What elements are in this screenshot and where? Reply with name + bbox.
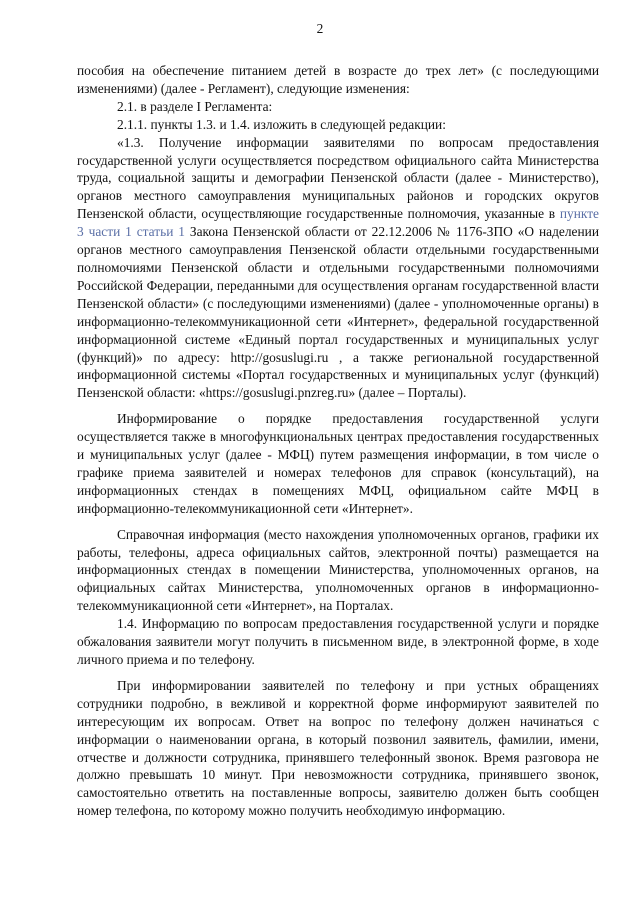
- document-body: [77, 62, 599, 820]
- paragraph-phone-info: При информировании заявителей по телефону и при устных обращениях сотрудники подробно, в вежливой и корректной форме информируют заявителей по интересующим их вопросам. Ответ на вопрос по телефону должен начинаться с информации о наименовании органа, в который позвонил заявитель, фамилии, имени, отчестве и должности сотрудника, принявшего телефонный звонок. Время разговора не должно превышать 10 минут. При невозможности сотрудника, принявшего звонок, самостоятельно ответить на поставленные вопросы, заявителю должен быть сообщен номер телефона, по которому можно получить необходимую информацию.: [77, 677, 599, 819]
- paragraph-section-heading: 2.1. в разделе I Регламента:: [117, 98, 273, 114]
- paragraph-1-4: 1.4. Информацию по вопросам предоставления государственной услуги и порядке обжалования заявители могут получить в письменном виде, в электронной форме, в ходе личного приема и по телефону.: [77, 616, 599, 667]
- paragraph-1-3: [77, 134, 599, 403]
- paragraph-continuation: пособия на обеспечение питанием детей в возрасте до трех лет» (с последующими изменениями) (далее - Регламент), следующие изменения:: [77, 63, 599, 96]
- paragraph-reference-info: Справочная информация (место нахождения уполномоченных органов, графики их работы, телефоны, адреса официальных сайтов, электронной почты) размещается на информационных стендах в помещении Министерства, уполномоченных органов, на официальных сайтах Министерства, уполномоченных органов в информационно-телекоммуникационной сети «Интернет», на Порталах.: [77, 526, 599, 614]
- paragraph-1-3-text-start: «1.3. Получение информации заявителями по вопросам предоставления государственной услуги осуществляется посредством официального сайта Министерства труда, социальной защиты и демографии Пензенской области (далее - Министерство), органов местного самоуправления муниципальных районов и городских округов Пензенской области, осуществляющие государственные полномочия, указанные в: [77, 134, 599, 222]
- paragraph-subsection-heading: 2.1.1. пункты 1.3. и 1.4. изложить в следующей редакции:: [117, 116, 446, 132]
- paragraph-mfc-info: Информирование о порядке предоставления государственной услуги осуществляется также в многофункциональных центрах предоставления государственных и муниципальных услуг (далее - МФЦ) путем размещения информации, в том числе о графике приема заявителей и номерах телефонов для справок (консультаций), на информационных стендах в помещениях МФЦ, официальном сайте МФЦ в информационно-телекоммуникационной сети «Интернет».: [77, 411, 599, 516]
- paragraph-1-3-text-end: Закона Пензенской области от 22.12.2006 № 1176-ЗПО «О наделении органов местного самоуправления Пензенской области отдельными государственными полномочиями Пензенской области и отдельными государственными полномочиями Российской Федерации, переданными для осуществления органам государственной власти Пензенской области» (с последующими изменениями) (далее - уполномоченные органы) в информационно-телекоммуникационной сети «Интернет», федеральной государственной информационной системе «Единый портал государственных и муниципальных услуг (функций)» по адресу: http://gosuslugi.ru , а также региональной государственной информационной системы «Портал государственных и муниципальных услуг (функций) Пензенской области: «https://gosuslugi.pnzreg.ru» (далее – Порталы).: [77, 224, 599, 401]
- page-number: 2: [316, 21, 324, 36]
- law-reference-link[interactable]: пункте 3 части 1 статьи 1: [77, 206, 599, 240]
